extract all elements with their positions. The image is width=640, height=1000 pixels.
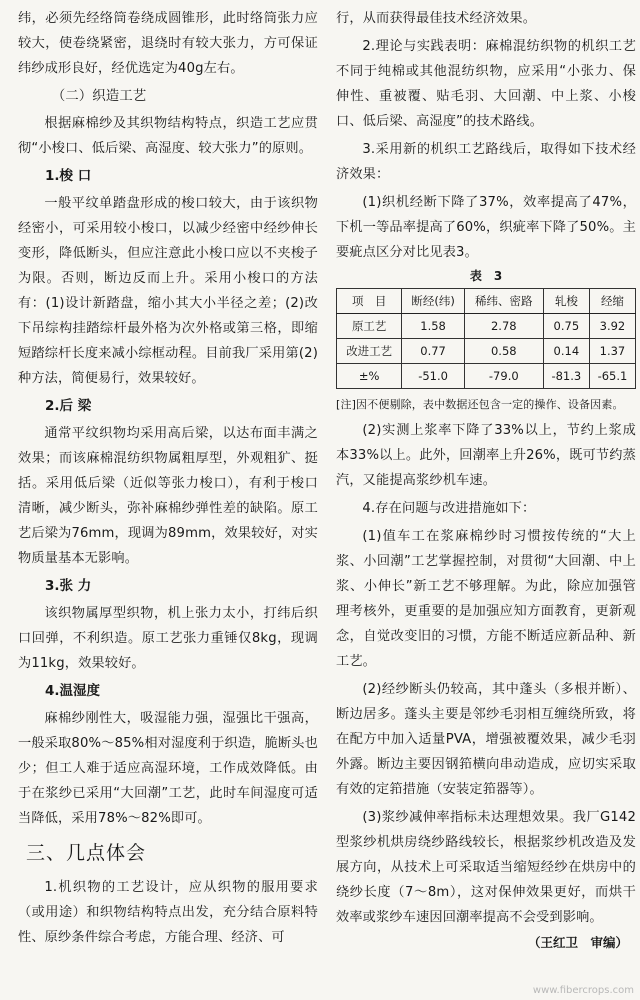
table-header-cell: 稀纬、密路 [464, 289, 543, 314]
paragraph: 2.理论与实践表明：麻棉混纺织物的机织工艺不同于纯棉或其他混纺织物，应采用“小张力、保伸性、重被覆、贴毛羽、大回潮、中上浆、小梭口、低后梁、高湿度”的技术路线。 [336, 39, 636, 129]
heading-tension: 3.张 力 [45, 578, 92, 594]
table-cell: -79.0 [464, 364, 543, 389]
paragraph: 该织物属厚型织物，机上张力太小，打纬后织口回弹，不利织造。原工艺张力重锤仅8kg，现调为11kg，效果较好。 [18, 606, 318, 671]
author-credit: （王红卫 审编） [527, 935, 628, 950]
table-cell: -65.1 [589, 364, 635, 389]
paragraph: 4.存在问题与改进措施如下： [362, 501, 536, 516]
heading-shed: 1.梭 口 [45, 168, 92, 184]
table-cell: ±% [337, 364, 402, 389]
table-cell: -81.3 [543, 364, 589, 389]
table-header-row [337, 289, 636, 314]
paragraph: 一般平纹单踏盘形成的梭口较大，由于该织物经密小，可采用较小梭口，以减少经密中经纱伸长变形，降低断头，但应注意此小梭口应以不夹梭子为限。否则，断边反而上升。采用小梭口的方法有：(1)设计新踏盘，缩小其大小半径之差；(2)改下吊综构挂踏综杆最外格为次外格或第三格，即缩短踏综杆长度来减小综框动程。目前我厂采用第(2)种方法，简便易行，效果较好。 [18, 196, 318, 386]
heading-back-rest: 2.后 梁 [45, 398, 92, 414]
paragraph: (1)织机经断下降了37%，效率提高了47%，下机一等品率提高了60%，织疵率下降了50%。主要疵点区分对比见表3。 [336, 195, 636, 260]
paragraph: 通常平纹织物均采用高后梁，以达布面丰满之效果；而该麻棉混纺织物属粗厚型，外观粗犷、挺括。采用低后梁（近似等张力梭口），有利于梭口清晰，减少断头，弥补麻棉纱弹性差的缺陷。原工艺后梁为76mm，现调为89mm，效果较好，对实物质量基本无影响。 [18, 426, 318, 566]
table-cell: 3.92 [589, 314, 635, 339]
paragraph: 行，从而获得最佳技术经济效果。 [336, 11, 537, 26]
subsection-heading-weaving: （二）织造工艺 [51, 88, 147, 104]
table-row [337, 339, 636, 364]
table-note: [注]因不便剔除，表中数据还包含一定的操作、设备因素。 [336, 398, 624, 411]
table-row [337, 364, 636, 389]
table-cell: 0.77 [402, 339, 464, 364]
table-cell: 0.58 [464, 339, 543, 364]
table-cell: 2.78 [464, 314, 543, 339]
paragraph: (3)浆纱减伸率指标未达理想效果。我厂G142型浆纱机烘房绕纱路线较长，根据浆纱机改造及发展方向，从技术上可采取适当缩短经纱在烘房中的绕纱长度（7～8m），这对保伸效果更好，而烘干效率或浆纱车速因回潮率提高不会受到影响。 [336, 810, 636, 925]
paragraph: 麻棉纱刚性大，吸湿能力强，湿强比干强高，一般采取80%～85%相对湿度利于织造，脆断头也少；但工人难于适应高湿环境，工作成效降低。由于在浆纱已采用“大回潮”工艺，此时车间湿度可适当降低，采用78%～82%即可。 [18, 711, 318, 826]
section-title: 三、几点体会 [26, 842, 147, 864]
paragraph: 根据麻棉纱及其织物结构特点，织造工艺应贯彻“小梭口、低后梁、高湿度、较大张力”的原则。 [18, 116, 318, 156]
heading-humidity: 4.温湿度 [45, 683, 101, 699]
paragraph: (2)实测上浆率下降了33%以上，节约上浆成本33%以上。此外，回潮率上升26%，既可节约蒸汽，又能提高浆纱机车速。 [336, 423, 636, 488]
paragraph: 纬，必须先经络筒卷绕成圆锥形，此时络筒张力应较大，使卷绕紧密，退绕时有较大张力，方可保证纬纱成形良好，经优选定为40g左右。 [18, 11, 318, 76]
data-table [336, 288, 636, 389]
table-cell: 1.37 [589, 339, 635, 364]
paragraph: 3.采用新的机织工艺路线后，取得如下技术经济效果： [336, 142, 636, 182]
table-header-cell: 项 目 [337, 289, 402, 314]
table-row [337, 314, 636, 339]
table-cell: 0.14 [543, 339, 589, 364]
table-title: 表 3 [469, 269, 503, 283]
table-cell: -51.0 [402, 364, 464, 389]
table-cell: 原工艺 [337, 314, 402, 339]
table-cell: 0.75 [543, 314, 589, 339]
table-header-cell: 轧梭 [543, 289, 589, 314]
table-header-cell: 经缩 [589, 289, 635, 314]
table-cell: 改进工艺 [337, 339, 402, 364]
paragraph: (2)经纱断头仍较高，其中蓬头（多根并断）、断边居多。蓬头主要是邻纱毛羽相互缠绕所致，将在配方中加入适量PVA，增强被覆效果，减少毛羽外露。断边主要因钢筘横向串动造成，应切实采取有效的定筘措施（安装定筘器等）。 [336, 682, 636, 797]
table-cell: 1.58 [402, 314, 464, 339]
table-header-cell: 断经(纬) [402, 289, 464, 314]
right-column [336, 6, 636, 951]
watermark: www.fibercrops.com [532, 985, 634, 996]
paragraph: 1.机织物的工艺设计，应从织物的服用要求（或用途）和织物结构特点出发，充分结合原料特性、原纱条件综合考虑，方能合理、经济、可 [18, 880, 318, 945]
paragraph: (1)值车工在浆麻棉纱时习惯按传统的“大上浆、小回潮”工艺掌握控制，对贯彻“大回潮、中上浆、小伸长”新工艺不够理解。为此，除应加强管理考核外，更重要的是加强应知方面教育，更新观念，自觉改变旧的习惯，方能不断适应新品种、新工艺。 [336, 529, 636, 669]
left-column [18, 6, 318, 953]
